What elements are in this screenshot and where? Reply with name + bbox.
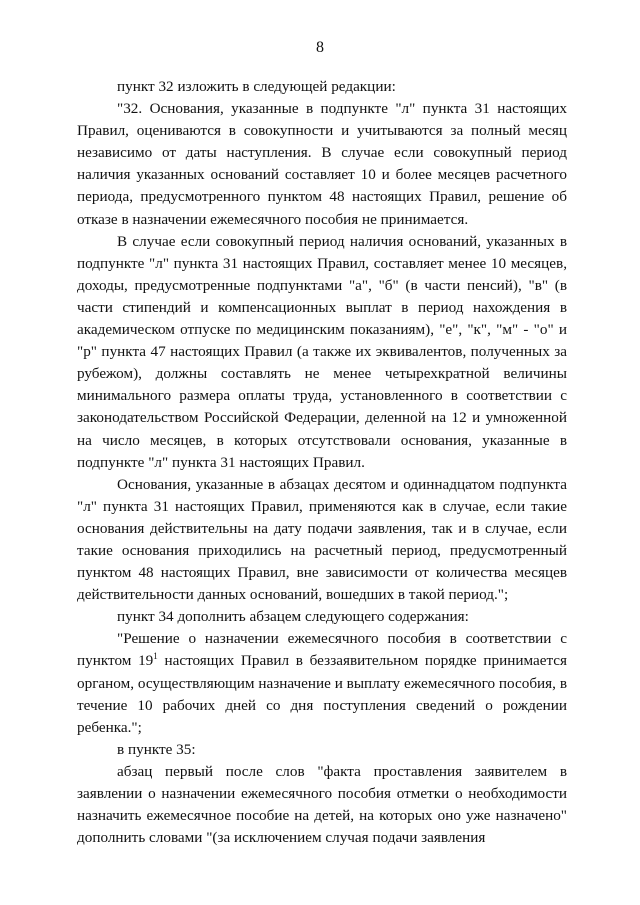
paragraph-7: в пункте 35: [117, 740, 196, 758]
paragraph-1: пункт 32 изложить в следующей редакции: [117, 78, 396, 95]
paragraph-3: В случае если совокупный период наличия оснований, указанных в подпункте "л" пункта 31 настоящих Правил, составляет менее 10 месяцев, доходы, предусмотренные подпунктами "а", "б" (в части пенсий), "в" (в части стипендий и компенсационных выплат в период нахождения в академическом отпуске по медицинским показаниям), "е", "к", "м" - "о" и "р" пункта 47 настоящих Правил (а также их эквивалентов, полученных за рубежом), должны составлять не менее четырехкратной величины минимального размера оплаты труда, установленного в соответствии с законодательством Российской Федерации, деленной на 12 и умноженной на число месяцев, в которых отсутствовали основания, указанные в подпункте "л" пункта 31 настоящих Правил. [77, 232, 567, 471]
paragraph-6 [77, 628, 567, 738]
page-number: 8 [316, 39, 324, 56]
document-body [77, 76, 567, 849]
paragraph-8: абзац первый после слов "факта проставления заявителем в заявлении о назначении ежемесячного пособия отметки о необходимости назначить ежемесячное пособие на детей, на которых оно уже назначено" дополнить словами "(за исключением случая подачи заявления [77, 762, 567, 847]
paragraph-5: пункт 34 дополнить абзацем следующего содержания: [117, 608, 469, 626]
paragraph-4: Основания, указанные в абзацах десятом и одиннадцатом подпункта "л" пункта 31 настоящих Правил, применяются как в случае, если такие основания действительны на дату подачи заявления, так и в случае, если такие основания приходились на расчетный период, предусмотренный пунктом 48 настоящих Правил, вне зависимости от количества месяцев действительности данных оснований, вошедших в такой период."; [77, 475, 567, 604]
paragraph-2: "32. Основания, указанные в подпункте "л" пункта 31 настоящих Правил, оцениваются в совокупности и учитываются за полный месяц независимо от даты наступления. В случае если совокупный период наличия указанных оснований составляет 10 и более месяцев расчетного периода, предусмотренного пунктом 48 настоящих Правил, решение об отказе в назначении ежемесячного пособия не принимается. [77, 100, 567, 228]
superscript-index: 1 [153, 651, 158, 662]
paragraph-6-before: "Решение о назначении ежемесячного пособия в соответствии с пунктом 19 [77, 630, 567, 670]
paragraph-6-after: настоящих Правил в беззаявительном порядке принимается органом, осуществляющим назначение и выплату ежемесячного пособия, в течение 10 рабочих дней со дня поступления сведений о рождении ребенка."; [77, 652, 567, 736]
